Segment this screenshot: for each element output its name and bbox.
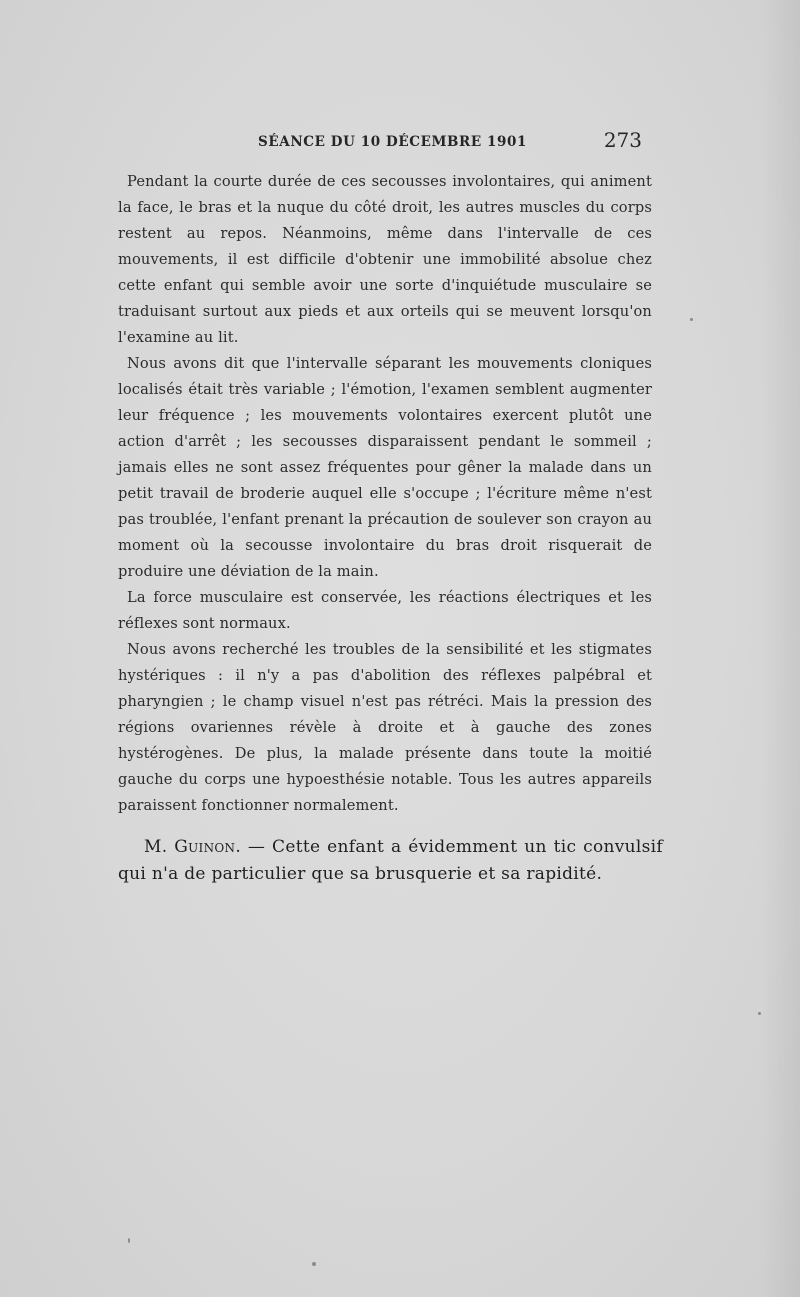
paper-speck (128, 1238, 130, 1243)
closing-text: — Cette enfant a évidemment un tic convulsif qui n'a de particulier que sa brusquerie et sa rapidité. (118, 837, 663, 884)
body-text (118, 169, 652, 819)
paragraph: Nous avons recherché les troubles de la sensibilité et les stigmates hystériques : il n'y a pas d'abolition des réflexes palpébral et pharyngien ; le champ visuel n'est pas rétréci. Mais la pression des régions ovariennes révèle à droite et à gauche des zones hystérogènes. De plus, la malade présente dans toute la moitié gauche du corps une hypoesthésie notable. Tous les autres appareils paraissent fonctionner normalement. (118, 641, 652, 814)
paragraph: Nous avons dit que l'intervalle séparant les mouvements cloniques localisés était très variable ; l'émotion, l'examen semblent augmenter leur fréquence ; les mouvements volontaires exercent plutôt une action d'arrêt ; les secousses disparaissent pendant le sommeil ; jamais elles ne sont assez fréquentes pour gêner la malade dans un petit travail de broderie auquel elle s'occupe ; l'écriture même n'est pas troublée, l'enfant prenant la précaution de soulever son crayon au moment où la secousse involontaire du bras droit risquerait de produire une déviation de la main. (118, 355, 652, 580)
paper-speck (312, 1262, 316, 1266)
paragraph: La force musculaire est conservée, les réactions électriques et les réflexes sont normaux. (118, 589, 652, 632)
page-header (258, 128, 642, 158)
closing-remark (118, 834, 663, 888)
paper-speck (690, 318, 693, 321)
speaker-name: M. Guinon. (144, 837, 242, 857)
running-title: SÉANCE DU 10 DÉCEMBRE 1901 (258, 134, 528, 150)
paragraph: Pendant la courte durée de ces secousses involontaires, qui animent la face, le bras et la nuque du côté droit, les autres muscles du corps restent au repos. Néanmoins, même dans l'intervalle de ces mouvements, il est difficile d'obtenir une immobilité absolue chez cette enfant qui semble avoir une sorte d'inquiétude musculaire se traduisant surtout aux pieds et aux orteils qui se meuvent lorsqu'on l'examine au lit. (118, 173, 652, 346)
page-number: 273 (603, 128, 642, 152)
paper-speck (758, 1012, 761, 1015)
closing-paragraph (118, 834, 663, 888)
page-edge-shadow (760, 0, 800, 1297)
